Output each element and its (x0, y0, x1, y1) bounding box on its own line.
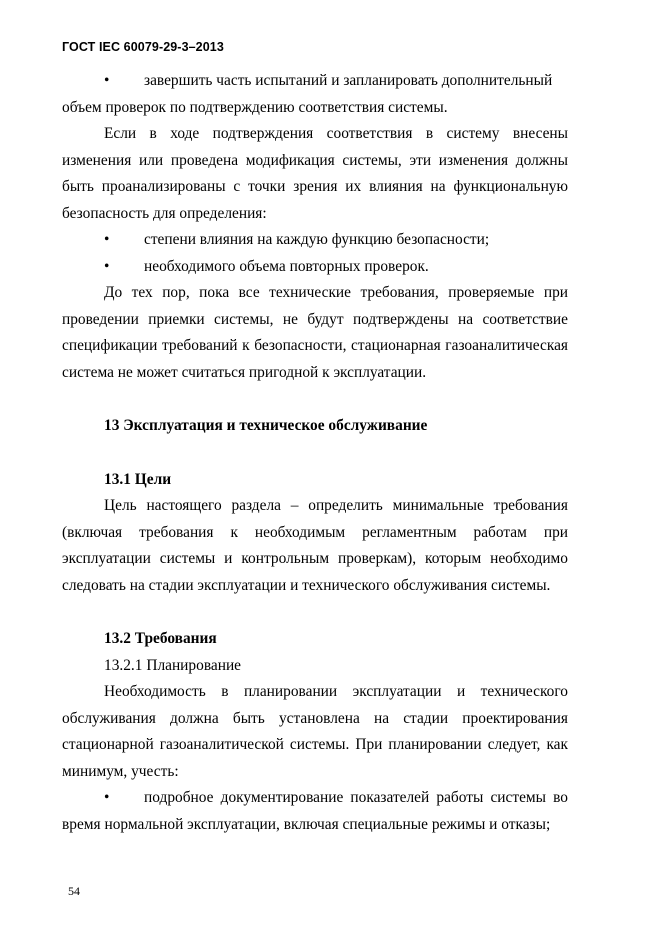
paragraph: Цель настоящего раздела – определить минимальные требования (включая требования к необходимым регламентным работам при эксплуатации системы и контрольным проверкам), которым необходимо следовать на стадии эксплуатации и технического обслуживания системы. (62, 497, 568, 594)
bullet-item (62, 68, 568, 95)
subsection-heading: 13.1 Цели (104, 470, 172, 488)
bullet-icon: • (104, 257, 110, 275)
bullet-icon: • (104, 231, 110, 248)
bullet-text: завершить часть испытаний и запланировать дополнительный (144, 72, 553, 89)
bullet-icon: • (104, 72, 110, 89)
bullet-icon: • (104, 789, 110, 806)
standard-code-header: ГОСТ IEC 60079-29-3–2013 (62, 40, 224, 54)
paragraph: До тех пор, пока все технические требования, проверяемые при проведении приемки системы, не будут подтверждены на соответствие спецификации требований к безопасности, стационарная газоаналитическая система не может считаться пригодной к эксплуатации. (62, 284, 568, 381)
bullet-text: степени влияния на каждую функцию безопасности; (144, 231, 490, 248)
bullet-item (62, 254, 568, 281)
subsection-heading: 13.2 Требования (104, 630, 217, 647)
bullet-continuation: объем проверок по подтверждению соответствия системы. (62, 98, 448, 116)
paragraph: Если в ходе подтверждения соответствия в систему внесены изменения или проведена модификация системы, эти изменения должны быть проанализированы с точки зрения их влияния на функциональную безопасность для определения: (62, 125, 568, 222)
bullet-item (62, 785, 568, 838)
page-number: 54 (68, 884, 80, 898)
section-heading: 13 Эксплуатация и техническое обслуживание (104, 417, 428, 434)
bullet-text: подробное документирование показателей работы системы во время нормальной эксплуатации, включая специальные режимы и отказы; (62, 789, 568, 833)
page-content (62, 68, 568, 838)
paragraph: Необходимость в планировании эксплуатации и технического обслуживания должна быть установлена на стадии проектирования стационарной газоаналитической системы. При планировании следует, как минимум, учесть: (62, 683, 568, 780)
bullet-item (62, 227, 568, 254)
clause-title: 13.2.1 Планирование (104, 656, 242, 674)
bullet-text: необходимого объема повторных проверок. (144, 257, 429, 275)
